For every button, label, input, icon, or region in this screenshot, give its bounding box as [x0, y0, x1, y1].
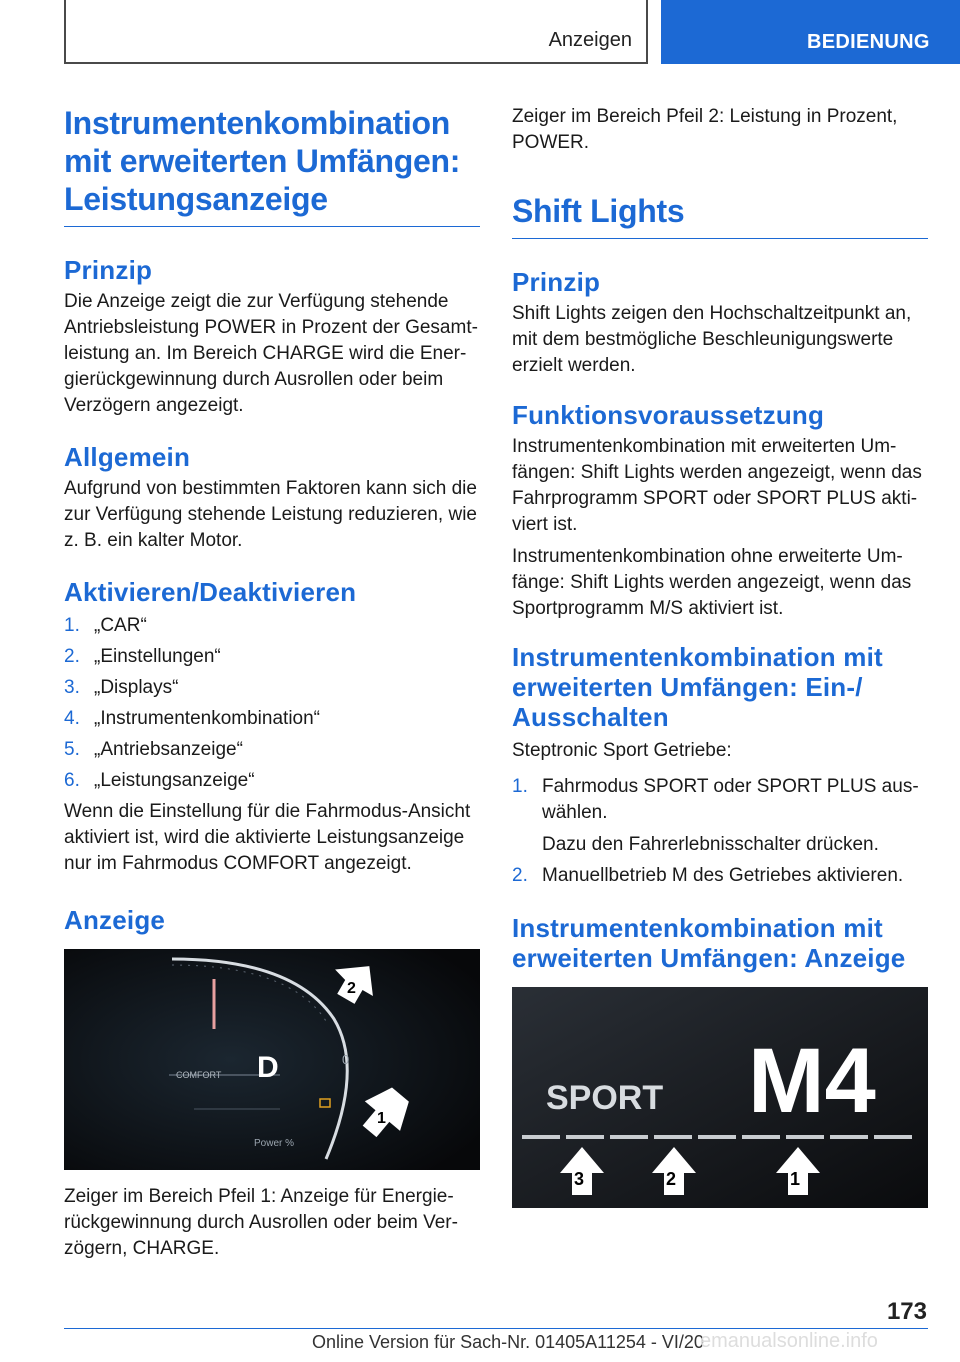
- heading-principle: Prinzip: [512, 267, 601, 297]
- heading-requirements: Funktionsvoraussetzung: [512, 400, 825, 430]
- left-column: [64, 104, 480, 1262]
- svg-text:1: 1: [790, 1169, 801, 1189]
- shift-lights-graphic: [512, 987, 928, 1208]
- figure-power-label: Power %: [254, 1138, 295, 1149]
- principle-text: Die Anzeige zeigt die zur Verfügung stehende Antriebsleistung POWER in Prozent der Gesamtleistung an. Im Bereich CHARGE wird die Energierückgewinnung durch Ausrollen oder beim Verzögern angezeigt.: [64, 291, 478, 416]
- header-chapter-tab: [661, 0, 960, 64]
- header-chapter: BEDIENUNG: [807, 31, 930, 53]
- list-item: 2. Manuellbetrieb M des Getriebes aktivieren.: [512, 865, 904, 886]
- activation-steps: [64, 613, 480, 794]
- figure-gear-label: M4: [748, 1030, 876, 1132]
- after-steps-text: Wenn die Einstellung für die Fahrmodus-Ansicht aktiviert ist, wird die aktivierte Leistungsanzeige nur im Fahrmodus COMFORT angezeigt.: [64, 801, 471, 874]
- list-item: 2. „Einstellungen“: [64, 646, 221, 667]
- intro-text: Zeiger im Bereich Pfeil 2: Leistung in Prozent, POWER.: [512, 106, 898, 153]
- footer-rule: [64, 1328, 928, 1329]
- requirements-text-1: Instrumentenkombination mit erweiterten Umfängen: Shift Lights werden angezeigt, wenn das Fahrprogramm SPORT oder SPORT PLUS aktiviert ist.: [512, 436, 922, 535]
- list-item: 5. „Antriebsanzeige“: [64, 739, 243, 760]
- list-item: 6. „Leistungsanzeige“: [64, 770, 255, 791]
- footer-online-version: Online Version für Sach-Nr. 01405A11254 - VI/20: [312, 1332, 704, 1352]
- section-title-shift-lights: Shift Lights: [512, 193, 685, 229]
- figure-caption: Zeiger im Bereich Pfeil 1: Anzeige für Energierückgewinnung durch Ausrollen oder beim Verzögern, CHARGE.: [64, 1186, 458, 1259]
- svg-text:1: 1: [377, 1110, 386, 1127]
- list-item: 1. „CAR“: [64, 615, 147, 636]
- svg-text:3: 3: [574, 1169, 585, 1189]
- heading-general: Allgemein: [64, 442, 191, 472]
- power-gauge-graphic: [64, 949, 480, 1170]
- requirements-text-2: Instrumentenkombination ohne erweiterte Umfänge: Shift Lights werden angezeigt, wenn das Sportprogramm M/S aktiviert ist.: [512, 546, 912, 619]
- on-off-steps: [512, 774, 928, 889]
- list-item: 1. Fahrmodus SPORT oder SPORT PLUS auswählen. Dazu den Fahrerlebnisschalter drücken.: [512, 776, 919, 855]
- title-rule: [512, 238, 928, 239]
- right-column: [512, 104, 928, 1208]
- page-number: 173: [886, 1298, 927, 1325]
- header-section-box: [64, 0, 648, 64]
- heading-activate: Aktivieren/Deaktivieren: [64, 577, 357, 607]
- figure-shift-lights: [512, 987, 928, 1208]
- heading-display: Anzeige: [64, 905, 166, 935]
- figure-mode-label: COMFORT: [176, 1070, 222, 1080]
- heading-display: Instrumentenkombination mit erweiterten Umfängen: Anzeige: [512, 913, 906, 973]
- svg-text:2: 2: [347, 980, 356, 997]
- on-off-intro: Steptronic Sport Getriebe:: [512, 740, 732, 761]
- list-item: 3. „Displays“: [64, 677, 179, 698]
- header-section: Anzeigen: [548, 29, 632, 51]
- figure-mode-label: SPORT: [546, 1079, 664, 1117]
- section-title-power-display: Instrumentenkombination mit erweiterten Umfängen: Leistungsanzeige: [64, 105, 461, 217]
- figure-gear-label: D: [257, 1051, 279, 1084]
- principle-text: Shift Lights zeigen den Hochschaltzeitpunkt an, mit dem bestmögliche Beschleunigungswerte erzielt werden.: [512, 303, 912, 376]
- heading-on-off: Instrumentenkombination mit erweiterten Umfängen: Ein-/ Ausschalten: [512, 642, 883, 732]
- footer-watermark: emanualsonline.info: [700, 1330, 878, 1352]
- list-item: 4. „Instrumentenkombination“: [64, 708, 320, 729]
- svg-text:2: 2: [666, 1169, 677, 1189]
- figure-zero-label: 0: [342, 1052, 350, 1067]
- general-text: Aufgrund von bestimmten Faktoren kann sich die zur Verfügung stehende Leistung reduzieren, wie z. B. ein kalter Motor.: [64, 478, 477, 551]
- heading-principle: Prinzip: [64, 255, 153, 285]
- title-rule: [64, 226, 480, 227]
- figure-power-display: [64, 949, 480, 1170]
